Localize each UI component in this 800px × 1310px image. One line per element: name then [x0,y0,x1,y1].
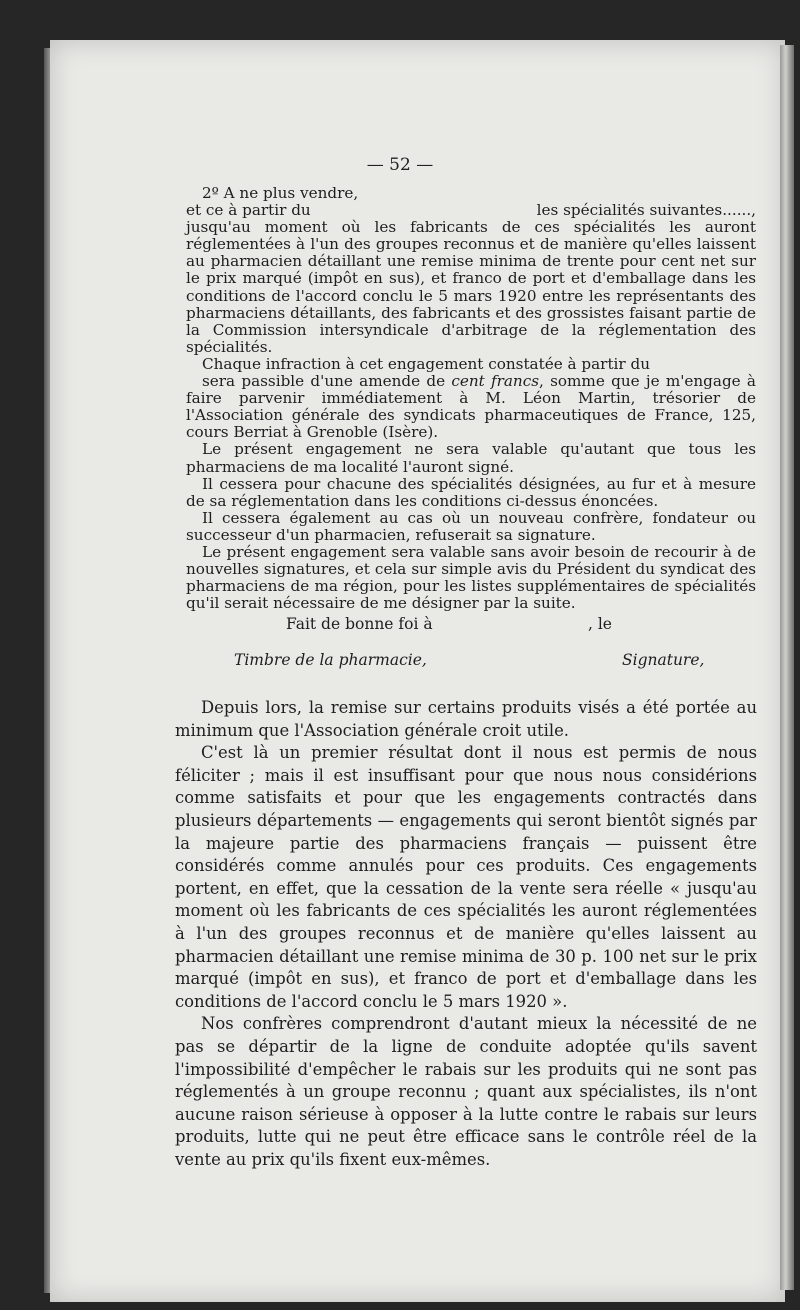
page-number: — 52 — [366,155,434,175]
pledge-penalty [186,373,756,441]
pledge-cease-2: Il cessera également au cas où un nouveau confrère, fondateur ou successeur d'un pharmacien, refuserait sa signature. [186,508,756,544]
paragraph-3: Nos confrères comprendront d'autant mieux la nécessité de ne pas se départir de la ligne de conduite adoptée qu'ils savent l'impossibilité d'empêcher le rabais sur les produits qui ne sont pas réglementés à un groupe reconnu ; quant aux spécialistes, ils n'ont aucune raison sérieuse à opposer à la lutte contre le rabais sur leurs produits, lutte qui ne peut être efficace sans le contrôle réel de la vente au prix qu'ils fixent eux-mêmes. [175,1014,757,1169]
pledge-form [186,185,756,612]
paragraph-1: Depuis lors, la remise sur certains produits visés a été portée au minimum que l'Association générale croit utile. [175,698,757,740]
pledge-from-label: et ce à partir du [186,201,311,220]
pledge-validity: Le présent engagement ne sera valable qu'autant que tous les pharmaciens de ma localité l'auront signé. [186,440,756,476]
pledge-penalty-a: sera passible d'une amende de [202,372,452,391]
pledge-penalty-intro: Chaque infraction à cet engagement constatée à partir du [202,354,650,373]
signature-label: Signature, [622,651,705,669]
timbre-label: Timbre de la pharmacie, [234,651,427,669]
fait-label: Fait de bonne foi à [286,615,433,633]
pledge-validity-2: Le présent engagement sera valable sans avoir besoin de recourir à de nouvelles signatures, et cela sur simple avis du Président du syndicat des pharmaciens de ma région, pour les listes supplémentaires de spécialités qu'il serait nécessaire de me désigner par la suite. [186,542,756,613]
pledge-item-2-text: jusqu'au moment où les fabricants de ces spécialités les auront réglementées à l'un des groupes reconnus et de manière qu'elles laissent au pharmacien détaillant une remise minima de trente pour cent net sur le prix marqué (impôt en sus), et franco de port et d'emballage dans les conditions de l'accord conclu le 5 mars 1920 entre les représentants des pharmaciens détaillants, des fabricants et des grossistes faisant partie de la Commission intersyndicale d'arbitrage de la réglementation des spécialités. [186,218,756,356]
pledge-item-2-heading: 2º A ne plus vendre, [202,184,359,202]
pledge-penalty-b: , somme que je m'engage à faire parvenir immédiatement à M. Léon Martin, trésorier de l'Association générale des syndicats pharmaceutiques de France, 125, cours Berriat à Grenoble (Isère). [186,372,756,442]
page-edge [780,45,794,1290]
date-label: , le [588,615,612,633]
body-text [175,697,757,1171]
pledge-penalty-amount: cent francs [451,372,539,391]
pledge-products-label: les spécialités suivantes......, [536,201,756,220]
pledge-date-line [186,202,756,219]
paragraph-2: C'est là un premier résultat dont il nous est permis de nous féliciter ; mais il est insuffisant pour que nous nous considérions comme satisfaits et pour que les engagements contractés dans plusieurs départements — engagements qui seront bientôt signés par la majeure partie des pharmaciens français — puissent être considérés comme annulés pour ces produits. Ces engagements portent, en effet, que la cessation de la vente sera réelle « jusqu'au moment où les fabricants de ces spécialités les auront réglementées à l'un des groupes reconnus et de manière qu'elles laissent au pharmacien détaillant une remise minima de 30 p. 100 net sur le prix marqué (impôt en sus), et franco de port et d'emballage dans les conditions de l'accord conclu le 5 mars 1920 ». [175,743,757,1011]
pledge-cease-1: Il cessera pour chacune des spécialités désignées, au fur et à mesure de sa réglementation dans les conditions ci-dessus énoncées. [186,474,756,510]
